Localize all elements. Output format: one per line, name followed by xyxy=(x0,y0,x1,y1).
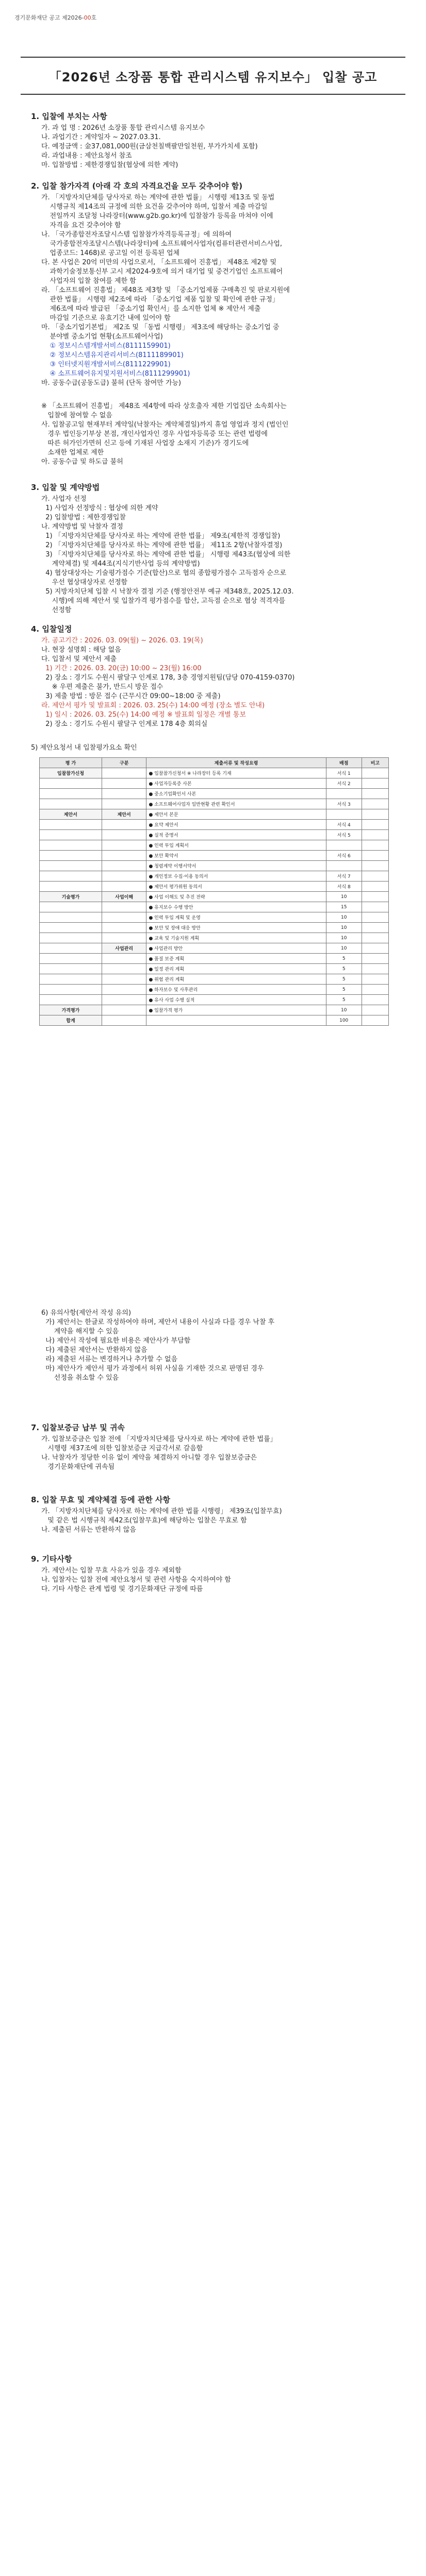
text-line: 라. 과업내용 : 제안요청서 참조 xyxy=(41,152,132,160)
table-cell xyxy=(102,985,146,995)
table-cell: ● 품질 보증 계획 xyxy=(146,954,326,964)
table-cell: 서식 7 xyxy=(326,871,362,882)
table-cell xyxy=(102,778,146,789)
table-cell: 10 xyxy=(326,892,362,902)
table-cell: 사업이해 xyxy=(102,892,146,902)
table-cell: 서식 5 xyxy=(326,830,362,840)
table-cell xyxy=(102,871,146,882)
table-row xyxy=(40,799,389,809)
table-row xyxy=(40,923,389,933)
table-cell: 사업관리 xyxy=(102,943,146,954)
announcement-number: 경기문화재단 공고 제2026-00호 xyxy=(14,14,97,21)
text-line: 마. 입찰방법 : 제한경쟁입찰(협상에 의한 계약) xyxy=(41,161,178,169)
table-cell: ● 인력 투입 계획 및 운영 xyxy=(146,912,326,923)
table-row xyxy=(40,820,389,830)
section-8-title: 8. 입찰 무효 및 계약체결 등에 관한 사항 xyxy=(31,1495,171,1504)
table-cell xyxy=(40,923,102,933)
text-line: 5) 지방자치단체 입찰 시 낙찰자 결정 기준 (행정안전부 예규 제348호, 2025.12.03. xyxy=(41,588,294,596)
table-cell xyxy=(40,851,102,861)
table-cell xyxy=(40,964,102,974)
text-line: 나. 제출된 서류는 반환하지 않음 xyxy=(41,1526,136,1534)
table-cell: ● 인력 투입 계획서 xyxy=(146,840,326,851)
text-line: 시행규칙 제14조의 규정에 의한 요건을 갖추어야 하며, 입찰서 제출 마감일 xyxy=(41,203,268,211)
text-line: 계약을 해지할 수 있음 xyxy=(41,1328,119,1335)
table-cell xyxy=(40,933,102,943)
table-cell: ● 제안서 본문 xyxy=(146,809,326,820)
table-cell: ● 유사 사업 수행 실적 xyxy=(146,995,326,1005)
table-cell xyxy=(102,995,146,1005)
text-line: 3) 「지방자치단체를 당사자로 하는 계약에 관한 법률」 시행령 제43조(협상에 의한 xyxy=(41,551,291,558)
text-line: 다. 기타 사항은 관계 법령 및 경기문화재단 규정에 따름 xyxy=(41,1585,203,1593)
table-cell: 15 xyxy=(326,902,362,912)
text-line: 및 같은 법 시행규칙 제42조(입찰무효)에 해당하는 입찰은 무효로 함 xyxy=(41,1517,247,1524)
table-cell xyxy=(102,912,146,923)
table-cell xyxy=(362,902,388,912)
text-line: 가. 입찰보증금은 입찰 전에 「지방자치단체를 당사자로 하는 계약에 관한 법률」 xyxy=(41,1435,277,1443)
table-cell: 10 xyxy=(326,933,362,943)
evaluation-table xyxy=(39,757,389,1026)
text-line: 과학기술정보통신부 고시 제2024-9호에 의거 대기업 및 중견기업인 소프트웨어 xyxy=(41,268,283,276)
table-row xyxy=(40,830,389,840)
text-line: ④ 소프트웨어유지및지원서비스(8111299901) xyxy=(41,370,190,378)
table-cell: 제안서 xyxy=(102,809,146,820)
text-line: 다) 제출된 제안서는 반환하지 않음 xyxy=(41,1346,148,1354)
text-line: 바. 공동수급(공동도급) 불허 (단독 참여만 가능) xyxy=(41,379,182,387)
table-cell: 제안서 xyxy=(40,809,102,820)
section-1-title: 1. 입찰에 부치는 사항 xyxy=(31,112,107,121)
text-line: 시행령 제37조에 의한 입찰보증금 지급각서로 갈음함 xyxy=(41,1445,203,1452)
table-cell: ● 사업 이해도 및 추진 전략 xyxy=(146,892,326,902)
table-cell xyxy=(102,820,146,830)
text-line: 선정함 xyxy=(41,606,72,614)
table-cell xyxy=(362,851,388,861)
table-row xyxy=(40,912,389,923)
table-cell xyxy=(362,789,388,799)
text-line: ※ 우편 제출은 불가, 반드시 방문 접수 xyxy=(41,683,163,691)
text-line: 다. 본 사업은 20억 미만의 사업으로서, 「소프트웨어 진흥법」 제48조 제2항 및 xyxy=(41,259,277,266)
table-cell: ● 청렴계약 이행서약서 xyxy=(146,861,326,871)
table-cell: 서식 4 xyxy=(326,820,362,830)
table-cell xyxy=(362,923,388,933)
table-cell xyxy=(326,861,362,871)
table-header-cell: 비고 xyxy=(362,758,388,768)
table-cell: 서식 8 xyxy=(326,882,362,892)
text-line: ③ 인터넷지원개발서비스(8111229901) xyxy=(41,361,171,368)
table-cell xyxy=(40,789,102,799)
text-line: 2) 「지방자치단체를 당사자로 하는 계약에 관한 법률」 제11조 2항(낙찰자결정) xyxy=(41,541,283,549)
text-line: 우선 협상대상자로 선정함 xyxy=(41,579,128,586)
text-line: 1) 기간 : 2026. 03. 20(금) 10:00 ~ 23(월) 16:00 xyxy=(41,665,202,672)
text-line: 마. 「중소기업기본법」 제2조 및 「동법 시행령」 제3조에 해당하는 중소기업 중 xyxy=(41,324,280,331)
table-cell: ● 중소기업확인서 사본 xyxy=(146,789,326,799)
table-cell: ● 위험 관리 계획 xyxy=(146,974,326,985)
table-cell xyxy=(362,809,388,820)
table-cell: 합계 xyxy=(40,1015,102,1026)
table-cell xyxy=(40,954,102,964)
text-line: 2) 장소 : 경기도 수원시 팔달구 인계로 178, 3층 경영지원팀(담당 070-4159-0370) xyxy=(41,674,295,682)
table-cell xyxy=(102,1015,146,1026)
table-header-cell: 제출서류 및 작성요령 xyxy=(146,758,326,768)
text-line: 가. 과 업 명 : 2026년 소장품 통합 관리시스템 유지보수 xyxy=(41,124,205,132)
table-cell xyxy=(102,768,146,778)
table-cell xyxy=(362,871,388,882)
table-cell xyxy=(362,964,388,974)
text-line: 4) 협상대상자는 기술평가점수 기준(합산)으로 협의 종합평가점수 고득점자 순으로 xyxy=(41,569,287,577)
section-5-title: 5) 제안요청서 내 입찰평가요소 확인 xyxy=(31,744,137,752)
table-cell xyxy=(362,861,388,871)
section-9-title: 9. 기타사항 xyxy=(31,1554,72,1564)
title-box xyxy=(21,57,405,95)
table-cell: 가격평가 xyxy=(40,1005,102,1015)
text-line: 2) 장소 : 경기도 수원시 팔달구 인계로 178 4층 회의실 xyxy=(41,720,208,728)
table-row xyxy=(40,871,389,882)
text-line: 사업자의 입찰 참여를 제한 함 xyxy=(41,277,136,285)
text-line: 경우 법인등기부상 본점, 개인사업자인 경우 사업자등록증 또는 관련 법령에 xyxy=(41,430,268,438)
table-cell xyxy=(362,768,388,778)
table-cell xyxy=(102,882,146,892)
table-cell xyxy=(102,902,146,912)
table-cell xyxy=(102,789,146,799)
table-cell xyxy=(362,954,388,964)
table-cell: 5 xyxy=(326,985,362,995)
text-line: 다. 입찰서 및 제안서 제출 xyxy=(41,655,117,663)
table-cell xyxy=(40,943,102,954)
table-cell xyxy=(40,995,102,1005)
text-line: 가. 「지방자치단체를 당사자로 하는 계약에 관한 법률」 시행령 제13조 및 동법 xyxy=(41,194,275,201)
table-row xyxy=(40,1005,389,1015)
table-cell: 서식 1 xyxy=(326,768,362,778)
table-cell: ● 하자보수 및 사후관리 xyxy=(146,985,326,995)
text-line: 가. 사업자 선정 xyxy=(41,495,87,503)
text-line: 마) 제안사가 제안서 평가 과정에서 허위 사실을 기재한 것으로 판명된 경우 xyxy=(41,1365,264,1372)
text-line: 나) 제안서 작성에 필요한 비용은 제안사가 부담함 xyxy=(41,1337,191,1345)
table-cell: 서식 3 xyxy=(326,799,362,809)
text-line: 가. 제안서는 입찰 무효 사유가 있을 경우 제외함 xyxy=(41,1567,182,1574)
section-2-title: 2. 입찰 참가자격 (아래 각 호의 자격요건을 모두 갖추어야 함) xyxy=(31,181,243,191)
section-7-title: 7. 입찰보증금 납부 및 귀속 xyxy=(31,1423,125,1432)
text-line: ② 정보시스템유지관리서비스(8111189901) xyxy=(41,351,184,359)
table-cell: 5 xyxy=(326,964,362,974)
table-cell: ● 소프트웨어사업자 일반현황 관련 확인서 xyxy=(146,799,326,809)
table-cell xyxy=(362,933,388,943)
text-line: 1) 「지방자치단체를 당사자로 하는 계약에 관한 법률」 제9조(제한적 경쟁입찰) xyxy=(41,532,281,540)
table-cell xyxy=(362,912,388,923)
table-cell xyxy=(362,974,388,985)
text-line: 가. 공고기간 : 2026. 03. 09(월) ~ 2026. 03. 19(목) xyxy=(41,637,203,645)
text-line: 1) 일시 : 2026. 03. 25(수) 14:00 예정 ※ 발표회 일정은 개별 통보 xyxy=(41,711,246,719)
text-line: 3) 제출 방법 : 방문 접수 (근무시간 09:00~18:00 중 제출) xyxy=(41,692,221,700)
table-cell: 5 xyxy=(326,954,362,964)
text-line: 2) 입찰방법 : 제한경쟁입찰 xyxy=(41,514,126,521)
table-cell: 서식 2 xyxy=(326,778,362,789)
table-row xyxy=(40,1015,389,1026)
table-cell xyxy=(362,1005,388,1015)
table-cell xyxy=(326,840,362,851)
table-row xyxy=(40,778,389,789)
text-line: 1) 사업자 선정방식 : 협상에 의한 계약 xyxy=(41,504,158,512)
table-cell: ● 교육 및 기술지원 계획 xyxy=(146,933,326,943)
table-cell xyxy=(362,830,388,840)
table-cell xyxy=(102,933,146,943)
table-cell xyxy=(40,871,102,882)
text-line: 다. 예정금액 : 金37,081,000원(금삼천칠백팔만일천원, 부가가치세 포함) xyxy=(41,143,258,150)
text-line: 시행)에 의해 제안서 및 입찰가격 평가점수를 합산, 고득점 순으로 협상 적격자를 xyxy=(41,597,286,605)
text-line: 관한 법률」 시행령 제2조에 따라 「중소기업 제품 입찰 및 확인에 관한 규정」 xyxy=(41,296,279,303)
table-cell: ● 보안 확약서 xyxy=(146,851,326,861)
table-cell xyxy=(362,995,388,1005)
table-cell xyxy=(40,902,102,912)
table-cell xyxy=(362,882,388,892)
table-cell xyxy=(102,830,146,840)
table-cell xyxy=(40,974,102,985)
table-row xyxy=(40,964,389,974)
table-row xyxy=(40,954,389,964)
table-cell xyxy=(362,778,388,789)
table-cell xyxy=(362,1015,388,1026)
table-cell: 입찰참가신청 xyxy=(40,768,102,778)
table-cell: ● 입찰참가신청서 ※ 나라장터 등록 기재 xyxy=(146,768,326,778)
table-row xyxy=(40,985,389,995)
table-cell xyxy=(40,882,102,892)
table-cell xyxy=(362,820,388,830)
text-line: 6) 유의사항(제안서 작성 유의) xyxy=(41,1309,132,1317)
table-cell: ● 사업자등록증 사본 xyxy=(146,778,326,789)
table-row xyxy=(40,933,389,943)
table-cell xyxy=(146,1015,326,1026)
table-cell xyxy=(102,954,146,964)
table-cell xyxy=(102,799,146,809)
table-row xyxy=(40,882,389,892)
table-cell xyxy=(102,840,146,851)
table-cell xyxy=(40,778,102,789)
table-cell xyxy=(362,840,388,851)
table-row xyxy=(40,902,389,912)
text-line: 가) 제안서는 한글로 작성하여야 하며, 제안서 내용이 사실과 다를 경우 낙찰 후 xyxy=(41,1318,275,1326)
text-line: 국가종합전자조달시스템(나라장터)에 소프트웨어사업자(컴퓨터관련서비스사업, xyxy=(41,240,282,248)
table-cell xyxy=(362,892,388,902)
table-cell xyxy=(40,830,102,840)
table-cell xyxy=(362,985,388,995)
page-title: 「2026년 소장품 통합 관리시스템 유지보수」 입찰 공고 xyxy=(48,70,378,84)
table-cell xyxy=(326,809,362,820)
table-cell xyxy=(362,799,388,809)
text-line: 경기문화재단에 귀속됨 xyxy=(41,1463,115,1471)
table-cell xyxy=(40,861,102,871)
text-line: 분야별 중소기업 현황(소프트웨어사업) xyxy=(41,333,163,341)
table-cell xyxy=(40,820,102,830)
text-line: 자격을 요건 갖추어야 함 xyxy=(41,222,121,229)
section-4-title: 4. 입찰일정 xyxy=(31,624,72,634)
table-row xyxy=(40,768,389,778)
table-row xyxy=(40,809,389,820)
text-line: 아. 공동수급 및 하도급 불허 xyxy=(41,458,123,466)
text-line: 마감일 기준으로 유효기간 내에 있어야 함 xyxy=(41,314,171,322)
table-cell: ● 요약 제안서 xyxy=(146,820,326,830)
table-cell: ● 보안 및 장애 대응 방안 xyxy=(146,923,326,933)
table-cell xyxy=(102,974,146,985)
text-line: 나. 「국가종합전자조달시스템 입찰참가자격등록규정」에 의하여 xyxy=(41,231,232,239)
table-cell xyxy=(40,840,102,851)
table-cell xyxy=(40,799,102,809)
table-cell: 10 xyxy=(326,923,362,933)
table-cell: ● 사업관리 방안 xyxy=(146,943,326,954)
table-header-cell: 평 가 xyxy=(40,758,102,768)
text-line: 계약체결) 및 제44조(지식기반사업 등의 계약방법) xyxy=(41,560,200,568)
table-cell xyxy=(102,1005,146,1015)
table-cell: 100 xyxy=(326,1015,362,1026)
table-row xyxy=(40,995,389,1005)
table-header-cell: 구분 xyxy=(102,758,146,768)
table-row xyxy=(40,943,389,954)
table-cell: 기술평가 xyxy=(40,892,102,902)
table-cell: ● 일정 관리 계획 xyxy=(146,964,326,974)
text-line: 제6조에 따라 발급된 「중소기업 확인서」를 소지한 업체 ※ 제안서 제출 xyxy=(41,305,261,313)
text-line: 라. 「소프트웨어 진흥법」 제48조 제3항 및 「중소기업제품 구매촉진 및 판로지원에 xyxy=(41,286,290,294)
table-cell: 10 xyxy=(326,912,362,923)
text-line: 라. 제안서 평가 및 발표회 : 2026. 03. 25(수) 14:00 예정 (장소 별도 안내) xyxy=(41,702,265,709)
text-line: 나. 입찰자는 입찰 전에 제안요청서 및 관련 사항을 숙지하여야 함 xyxy=(41,1576,231,1584)
text-line: ※ 「소프트웨어 진흥법」 제48조 제4항에 따라 상호출자 제한 기업집단 소속회사는 xyxy=(41,402,287,410)
text-line: ① 정보시스템개발서비스(8111159901) xyxy=(41,342,171,350)
text-line: 라) 제출된 서류는 변경하거나 추가할 수 없음 xyxy=(41,1355,178,1363)
table-cell xyxy=(102,923,146,933)
table-cell: 10 xyxy=(326,943,362,954)
table-cell xyxy=(40,985,102,995)
text-line: 사. 입찰공고일 현재부터 계약일(낙찰자는 계약체결일)까지 휴업 영업과 정지 (법인인 xyxy=(41,421,289,429)
text-line: 전일까지 조달청 나라장터(www.g2b.go.kr)에 입찰참가 등록을 마쳐야 이에 xyxy=(41,212,273,220)
table-cell: ● 실적 증명서 xyxy=(146,830,326,840)
table-cell: 10 xyxy=(326,1005,362,1015)
text-line: 가. 「지방자치단체를 당사자로 하는 계약에 관한 법률 시행령」 제39조(입찰무효) xyxy=(41,1507,282,1515)
table-row xyxy=(40,789,389,799)
table-cell xyxy=(102,964,146,974)
text-line: 업종코드: 1468)로 공고일 이전 등록된 업체 xyxy=(41,249,180,257)
table-cell: ● 입찰가격 평가 xyxy=(146,1005,326,1015)
table-row xyxy=(40,861,389,871)
table-cell: 서식 6 xyxy=(326,851,362,861)
section-3-title: 3. 입찰 및 계약방법 xyxy=(31,483,100,492)
table-row xyxy=(40,974,389,985)
text-line: 선정을 취소할 수 있음 xyxy=(41,1374,119,1382)
text-line: 입찰에 참여할 수 없음 xyxy=(41,412,112,419)
text-line: 나. 현장 설명회 : 해당 없음 xyxy=(41,646,121,654)
table-cell xyxy=(40,912,102,923)
table-cell: ● 유지보수 수행 방안 xyxy=(146,902,326,912)
text-line: 나. 낙찰자가 정당한 이유 없이 계약을 체결하지 아니할 경우 입찰보증금은 xyxy=(41,1454,257,1462)
table-row xyxy=(40,840,389,851)
table-cell xyxy=(326,789,362,799)
table-cell: ● 제안서 평가위원 동의서 xyxy=(146,882,326,892)
table-cell: ● 개인정보 수집·이용 동의서 xyxy=(146,871,326,882)
table-header-cell: 배점 xyxy=(326,758,362,768)
text-line: 나. 과업기간 : 계약일자 ~ 2027.03.31. xyxy=(41,133,161,141)
table-row xyxy=(40,892,389,902)
table-cell xyxy=(362,943,388,954)
table-cell: 5 xyxy=(326,995,362,1005)
table-cell: 5 xyxy=(326,974,362,985)
table-cell xyxy=(102,861,146,871)
text-line: 소재한 업체로 제한 xyxy=(41,449,104,456)
text-line: 따른 허가인가면허 신고 등에 기재된 사업장 소재지 기준)가 경기도에 xyxy=(41,439,249,447)
table-cell xyxy=(102,851,146,861)
text-line: 나. 계약방법 및 낙찰자 결정 xyxy=(41,523,123,531)
table-row xyxy=(40,851,389,861)
